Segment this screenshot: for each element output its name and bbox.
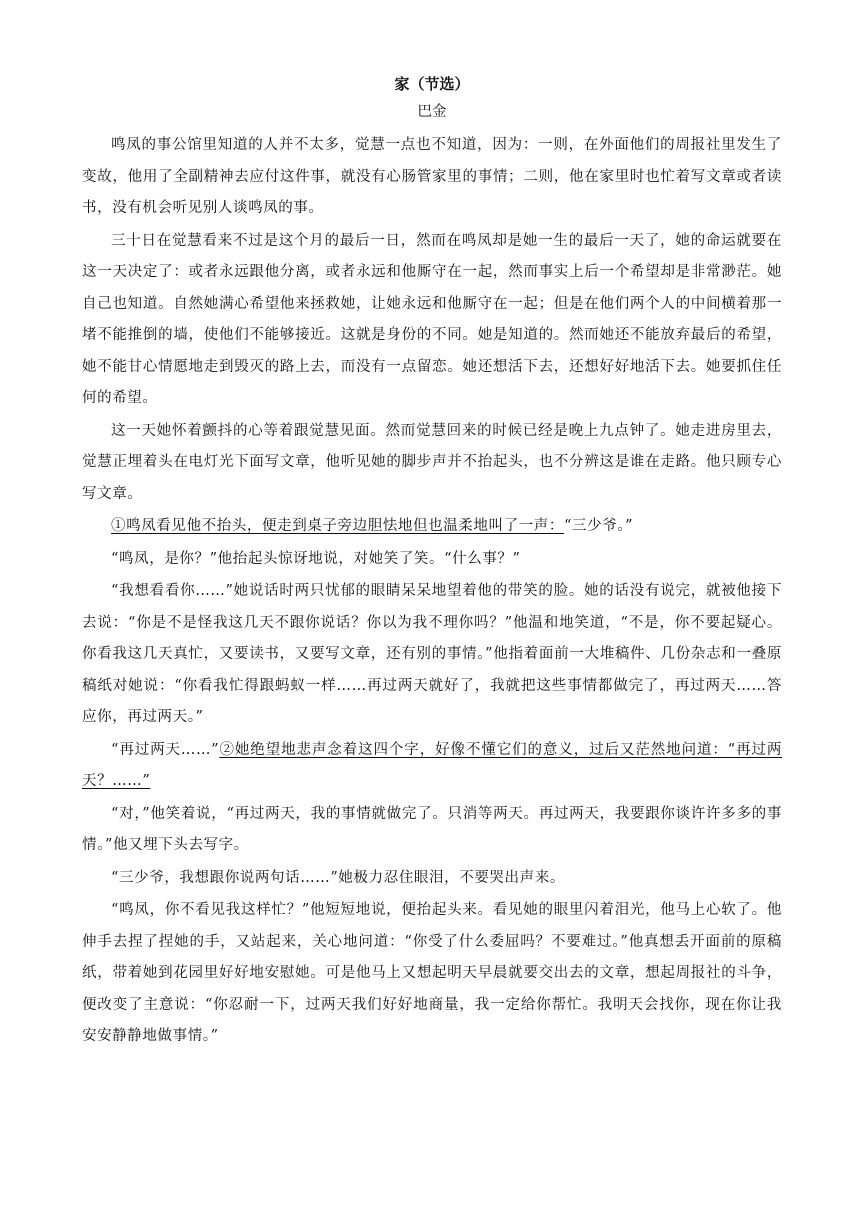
text-segment: 鸣凤的事公馆里知道的人并不太多，觉慧一点也不知道，因为：一则，在外面他们的周报社里发生了变故，他用了全副精神去应付这件事，就没有心肠管家里的事情；二则，他在家里时也忙着写文章或者读书，没有机会听见别人谈鸣凤的事。 bbox=[82, 137, 782, 216]
text-segment: “我想看看你……”她说话时两只忧郁的眼睛呆呆地望着他的带笑的脸。她的话没有说完，就被他接下去说：“你是不是怪我这几天不跟你说话？你以为我不理你吗？”他温和地笑道，“不是，你不要起疑心。你看我这几天真忙，又要读书，又要写文章，还有别的事情。”他指着面前一大堆稿件、几份杂志和一叠原稿纸对她说：“你看我忙得跟蚂蚁一样……再过两天就好了，我就把这些事情都做完了，再过两天……答应你，再过两天。” bbox=[82, 583, 782, 725]
paragraph-6 bbox=[82, 576, 782, 734]
paragraph-9 bbox=[82, 863, 782, 895]
text-segment: 这一天她怀着颤抖的心等着跟觉慧见面。然而觉慧回来的时候已经是晚上九点钟了。她走进房里去，觉慧正埋着头在电灯光下面写文章，他听见她的脚步声并不抬起头，也不分辨这是谁在走路。他只顾专心写文章。 bbox=[82, 422, 782, 502]
text-segment: “三少爷。” bbox=[564, 518, 634, 534]
document-page bbox=[82, 60, 782, 1053]
text-segment: “对，”他笑着说，“再过两天，我的事情就做完了。只消等两天。再过两天，我要跟你谈许许多多的事情。”他又埋下头去写字。 bbox=[82, 805, 782, 853]
paragraph-7 bbox=[82, 735, 782, 798]
document-author: 巴金 bbox=[417, 104, 447, 120]
text-segment: “再过两天……” bbox=[111, 741, 220, 758]
text-segment: “三少爷，我想跟你说两句话……”她极力忍住眼泪，不要哭出声来。 bbox=[111, 869, 565, 886]
paragraph-1 bbox=[82, 130, 782, 225]
paragraph-4 bbox=[82, 511, 782, 543]
underlined-sentence-2: ②她绝望地悲声念着这四个字，好像不懂它们的意义，过后又茫然地问道：“再过两天？……” bbox=[82, 741, 782, 789]
paragraph-8 bbox=[82, 799, 782, 862]
paragraph-2 bbox=[82, 226, 782, 415]
underlined-sentence-1: ①鸣凤看见他不抬头，便走到桌子旁边胆怯地但也温柔地叫了一声： bbox=[111, 518, 564, 534]
paragraph-10 bbox=[82, 895, 782, 1053]
document-body bbox=[82, 130, 782, 1053]
document-title: 家（节选） bbox=[394, 75, 470, 93]
text-segment: “鸣凤，你不看见我这样忙？”他短短地说，便抬起头来。看见她的眼里闪着泪光，他马上心软了。他伸手去捏了捏她的手，又站起来，关心地问道：“你受了什么委屈吗？不要难过。”他真想丢开面前的原稿纸，带着她到花园里好好地安慰她。可是他马上又想起明天早晨就要交出去的文章，想起周报社的斗争，便改变了主意说：“你忍耐一下，过两天我们好好地商量，我一定给你帮忙。我明天会找你，现在你让我安安静静地做事情。” bbox=[82, 902, 782, 1044]
paragraph-5 bbox=[82, 544, 782, 576]
text-segment: “鸣凤，是你？”他抬起头惊讶地说，对她笑了笑。“什么事？” bbox=[111, 550, 521, 567]
text-segment: 三十日在觉慧看来不过是这个月的最后一日，然而在鸣凤却是她一生的最后一天了，她的命运就要在这一天决定了：或者永远跟他分离，或者永远和他厮守在一起，然而事实上后一个希望却是非常渺茫。她自己也知道。自然她满心希望他来拯救她，让她永远和他厮守在一起；但是在他们两个人的中间横着那一堵不能推倒的墙，使他们不能够接近。这就是身份的不同。她是知道的。然而她还不能放弃最后的希望，她不能甘心情愿地走到毁灭的路上去，而没有一点留恋。她还想活下去，还想好好地活下去。她要抓住任何的希望。 bbox=[82, 232, 782, 406]
paragraph-3 bbox=[82, 416, 782, 511]
